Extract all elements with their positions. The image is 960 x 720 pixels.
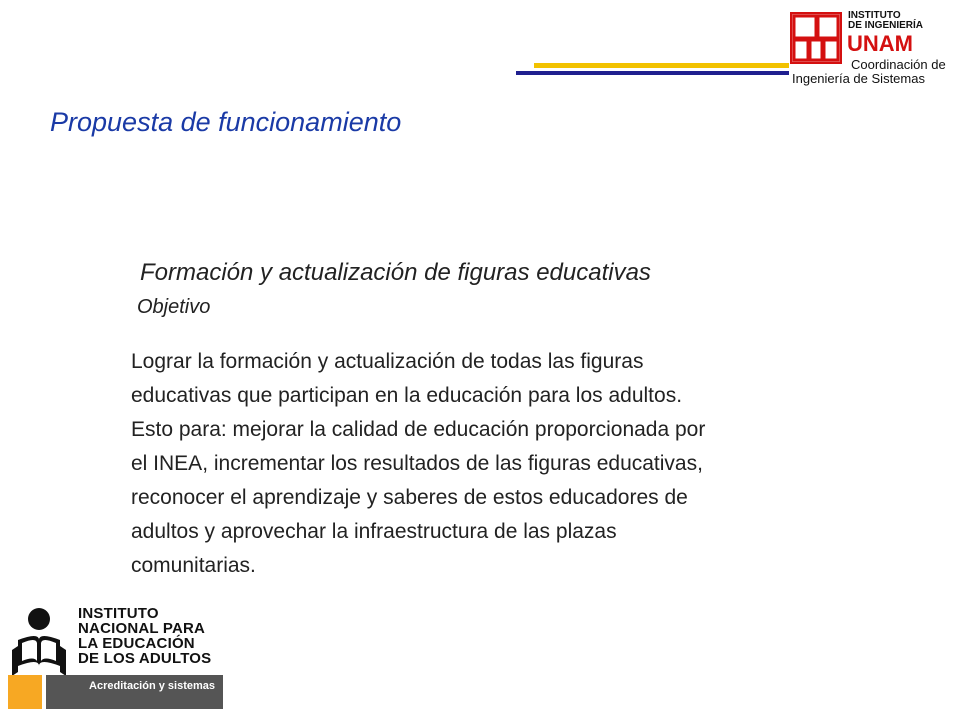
- instituto-ingenieria-logo-icon: [790, 12, 842, 64]
- inea-name-line: LA EDUCACIÓN: [78, 635, 195, 652]
- logo-text-coordinacion: Coordinación de: [851, 57, 946, 72]
- paragraph-line: adultos y aprovechar la infraestructura de las plazas: [131, 520, 617, 543]
- instituto-ingenieria-logo: [790, 8, 950, 88]
- reading-person-icon: [8, 606, 78, 678]
- logo-text-instituto: INSTITUTO: [848, 10, 901, 21]
- logo-text-unam: UNAM: [847, 31, 913, 56]
- inea-name-line: DE LOS ADULTOS: [78, 650, 212, 667]
- objective-paragraph: [131, 345, 866, 583]
- paragraph-line: comunitarias.: [131, 554, 256, 577]
- paragraph-line: educativas que participan en la educación para los adultos.: [131, 384, 683, 407]
- page-title: Propuesta de funcionamiento: [50, 107, 402, 137]
- section-subtitle: Objetivo: [137, 296, 211, 318]
- header-blue-line: [516, 71, 789, 75]
- inea-orange-square: [8, 675, 42, 709]
- paragraph-line: Esto para: mejorar la calidad de educación proporcionada por: [131, 418, 706, 441]
- inea-name-line: NACIONAL PARA: [78, 620, 206, 637]
- paragraph-line: reconocer el aprendizaje y saberes de estos educadores de: [131, 486, 688, 509]
- paragraph-line: el INEA, incrementar los resultados de las figuras educativas,: [131, 452, 703, 475]
- logo-text-de-ingenieria: DE INGENIERÍA: [848, 20, 924, 31]
- inea-name: [78, 606, 211, 666]
- inea-name-line: INSTITUTO: [78, 605, 159, 622]
- logo-text-ingenieria-sistemas: Ingeniería de Sistemas: [792, 71, 925, 86]
- inea-logo: [8, 600, 223, 710]
- inea-footer-bar: Acreditación y sistemas: [46, 675, 223, 709]
- section-title: Formación y actualización de figuras educativas: [140, 259, 651, 286]
- paragraph-line: Lograr la formación y actualización de todas las figuras: [131, 350, 644, 373]
- header-yellow-line: [534, 63, 789, 68]
